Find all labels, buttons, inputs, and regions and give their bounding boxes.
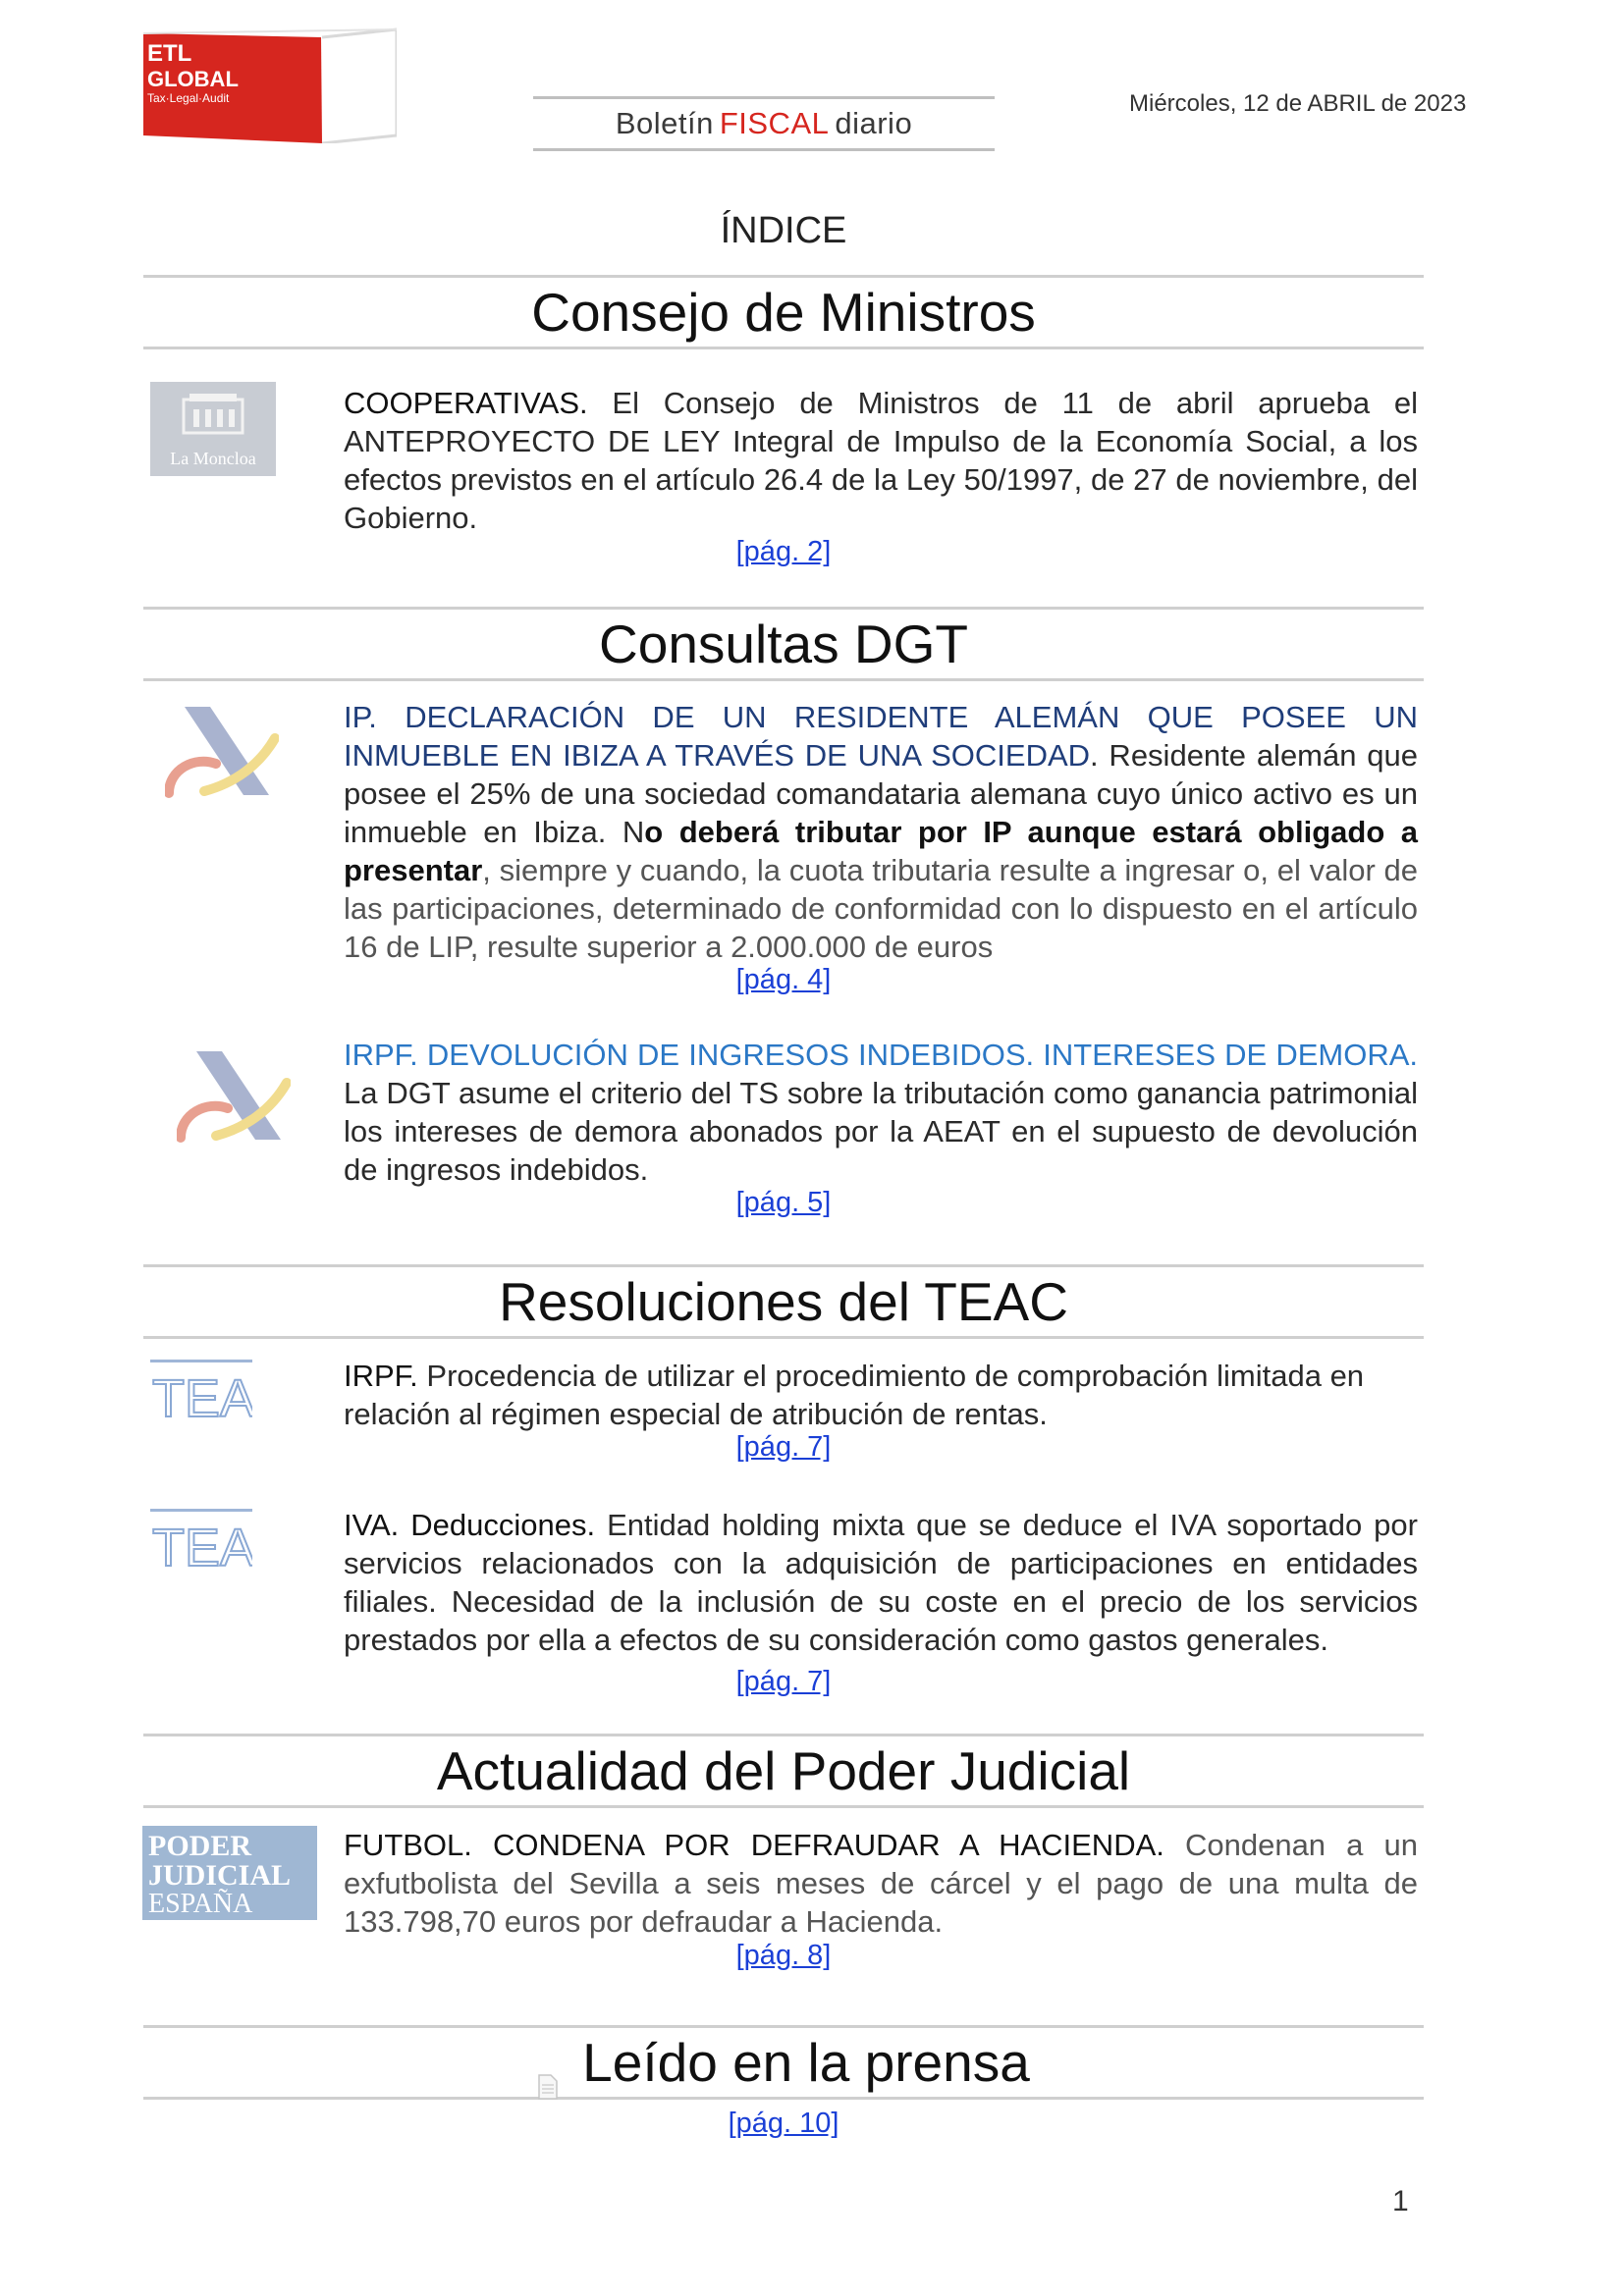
entry-body: La DGT asume el criterio del TS sobre la tributación como ganancia patrimonial los intereses de demora abonados por la AEAT en el supuesto de devolución de ingresos indebidos. bbox=[344, 1076, 1418, 1187]
logo-line-2: GLOBAL bbox=[147, 67, 239, 91]
section-title: Consejo de Ministros bbox=[531, 282, 1036, 343]
entry-lead: IRPF. DEVOLUCIÓN DE INGRESOS INDEBIDOS. INTERESES DE DEMORA. bbox=[344, 1038, 1418, 1072]
entry-lead: COOPERATIVAS. bbox=[344, 386, 588, 420]
aeat-logo-icon bbox=[165, 699, 279, 799]
bulletin-title-pre: Boletín bbox=[615, 106, 714, 140]
la-moncloa-icon bbox=[150, 382, 276, 476]
section-consejo-de-ministros bbox=[143, 275, 1424, 349]
page-link-7[interactable]: [pág. 7] bbox=[735, 1431, 832, 1463]
section-title: Consultas DGT bbox=[599, 614, 968, 674]
entry-futbol-condena bbox=[344, 1826, 1418, 1941]
poder-judicial-logo-icon bbox=[142, 1826, 317, 1920]
publication-date: Miércoles, 12 de ABRIL de 2023 bbox=[1129, 90, 1467, 117]
poder-judicial-line-3: ESPAÑA bbox=[148, 1889, 253, 1919]
entry-ip-residente-aleman bbox=[344, 698, 1418, 966]
poder-judicial-line-2: JUDICIAL bbox=[148, 1859, 292, 1892]
entry-lead: IP. DECLARACIÓN DE UN RESIDENTE ALEMÁN QUE POSEE UN INMUEBLE EN IBIZA A TRAVÉS DE UNA SOCIEDAD bbox=[344, 700, 1418, 773]
entry-cooperativas bbox=[344, 384, 1418, 537]
entry-body: Procedencia de utilizar el procedimiento de comprobación limitada en relación al régimen especial de atribución de rentas. bbox=[344, 1359, 1365, 1431]
entry-lead: IVA. Deducciones. bbox=[344, 1508, 596, 1542]
entry-body: . Residente alemán que posee el 25% de una sociedad comandataria alemana cuyo único activo es un inmueble en Ibiza. N bbox=[344, 738, 1418, 849]
page-link-5[interactable]: [pág. 5] bbox=[735, 1187, 832, 1218]
section-poder-judicial bbox=[143, 1734, 1424, 1808]
page-link-4[interactable]: [pág. 4] bbox=[735, 964, 832, 995]
bulletin-title bbox=[533, 96, 995, 151]
section-title: Resoluciones del TEAC bbox=[499, 1271, 1068, 1332]
entry-body-2: , siempre y cuando, la cuota tributaria resulte a ingresar o, el valor de las participaciones, determinado de conformidad con lo dispuesto en el artículo 16 de LIP, resulte superior a 2.000.000 de euros bbox=[344, 853, 1418, 964]
page-link-2[interactable]: [pág. 2] bbox=[735, 536, 832, 567]
index-heading: ÍNDICE bbox=[720, 210, 847, 251]
bulletin-title-post: diario bbox=[835, 106, 913, 140]
poder-judicial-line-1: PODER bbox=[148, 1830, 251, 1862]
section-consultas-dgt bbox=[143, 607, 1424, 681]
entry-body: El Consejo de Ministros de 11 de abril aprueba el ANTEPROYECTO DE LEY Integral de Impulso de la Economía Social, a los efectos previstos en el artículo 26.4 de la Ley 50/1997, de 27 de noviembre, del Gobierno. bbox=[344, 386, 1418, 535]
section-leido-en-la-prensa bbox=[143, 2025, 1424, 2100]
etl-global-logo bbox=[139, 26, 397, 143]
logo-line-1: ETL bbox=[147, 40, 192, 67]
entry-body-bold: o deberá tributar por IP aunque estará obligado a presentar bbox=[344, 815, 1419, 887]
tea-logo-icon bbox=[150, 1509, 252, 1574]
section-title: Actualidad del Poder Judicial bbox=[436, 1740, 1131, 1801]
entry-body: Entidad holding mixta que se deduce el IVA soportado por servicios relacionados con la adquisición de participaciones en entidades filiales. Necesidad de la inclusión de su coste en el precio de los servicios prestados por ella a efectos de su consideración como gastos generales. bbox=[344, 1508, 1418, 1657]
tea-logo-label: TEA bbox=[152, 1519, 252, 1574]
tea-logo-icon bbox=[150, 1360, 252, 1424]
entry-lead: IRPF. bbox=[344, 1359, 418, 1393]
document-icon bbox=[537, 2050, 559, 2075]
aeat-logo-icon bbox=[177, 1043, 291, 1144]
entry-iva-deducciones bbox=[344, 1506, 1418, 1659]
tea-logo-label: TEA bbox=[152, 1369, 252, 1424]
page-link-10[interactable]: [pág. 10] bbox=[728, 2108, 839, 2139]
bulletin-title-fiscal: FISCAL bbox=[719, 106, 830, 140]
page-link-7b[interactable]: [pág. 7] bbox=[735, 1666, 832, 1697]
page-number: 1 bbox=[1392, 2185, 1409, 2217]
entry-irpf-devolucion bbox=[344, 1036, 1418, 1189]
entry-lead: FUTBOL. CONDENA POR DEFRAUDAR A HACIENDA. bbox=[344, 1828, 1164, 1862]
page-link-8[interactable]: [pág. 8] bbox=[735, 1940, 832, 1971]
section-title: Leído en la prensa bbox=[582, 2032, 1030, 2093]
logo-line-3: Tax·Legal·Audit bbox=[147, 91, 230, 105]
entry-body: Condenan a un exfutbolista del Sevilla a seis meses de cárcel y el pago de una multa de 133.798,70 euros por defraudar a Hacienda. bbox=[344, 1828, 1418, 1939]
section-resoluciones-teac bbox=[143, 1264, 1424, 1339]
la-moncloa-label: La Moncloa bbox=[170, 449, 256, 468]
entry-irpf-comprobacion bbox=[344, 1357, 1418, 1433]
